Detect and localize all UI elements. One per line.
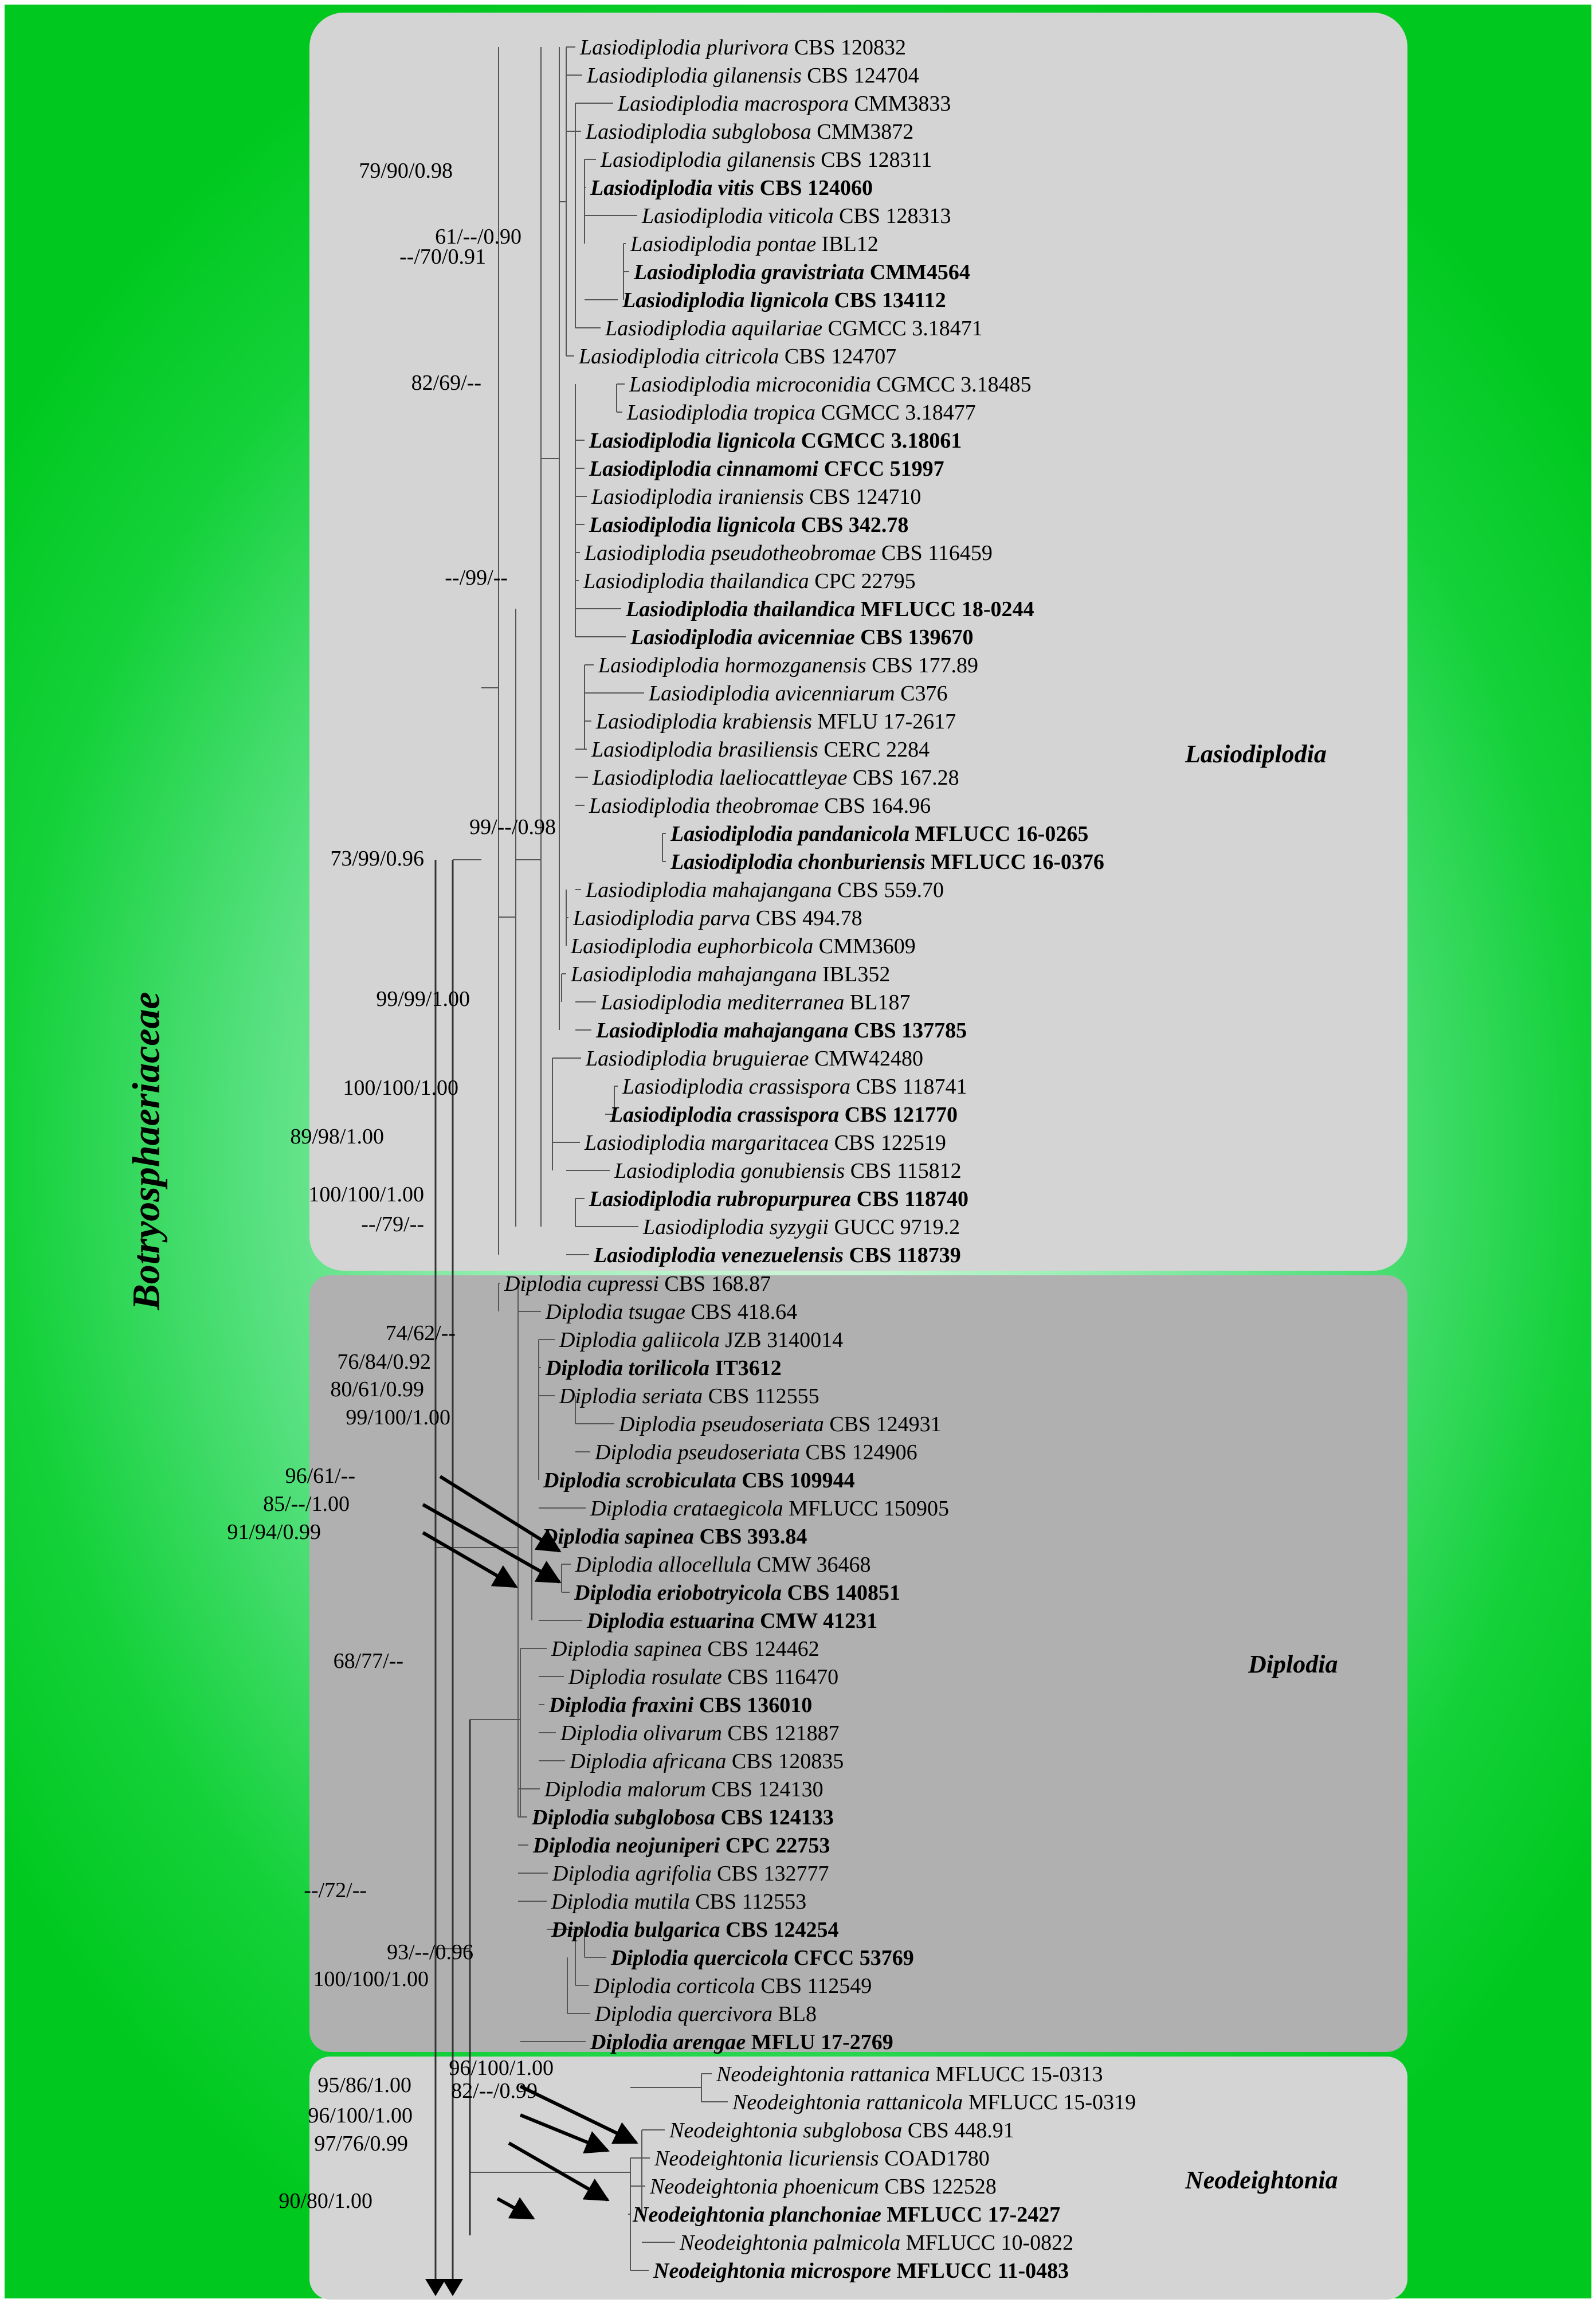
taxon-label: Diplodia estuarina CMW 41231 bbox=[587, 1609, 878, 1633]
support-value: 96/100/1.00 bbox=[308, 2104, 413, 2128]
taxon-label: Diplodia olivarum CBS 121887 bbox=[560, 1721, 840, 1745]
taxon-label: Diplodia galiicola JZB 3140014 bbox=[559, 1328, 844, 1352]
taxon-label: Diplodia crataegicola MFLUCC 150905 bbox=[590, 1497, 949, 1521]
taxon-label: Lasiodiplodia mahajangana IBL352 bbox=[571, 962, 891, 986]
clade-label-neodeightonia: Neodeightonia bbox=[1185, 2166, 1338, 2194]
taxon-labels bbox=[504, 36, 1136, 2283]
taxon-label: Lasiodiplodia plurivora CBS 120832 bbox=[580, 36, 907, 60]
taxon-label: Diplodia tsugae CBS 418.64 bbox=[546, 1300, 798, 1324]
taxon-label: Lasiodiplodia parva CBS 494.78 bbox=[573, 906, 862, 930]
support-value: 74/62/-- bbox=[385, 1321, 456, 1345]
support-value: 73/99/0.96 bbox=[330, 847, 424, 871]
taxon-label: Diplodia malorum CBS 124130 bbox=[544, 1777, 824, 1801]
taxon-label: Lasiodiplodia lignicola CBS 342.78 bbox=[589, 513, 909, 537]
support-value: 97/76/0.99 bbox=[314, 2132, 408, 2156]
support-value: 93/--/0.96 bbox=[387, 1940, 473, 1964]
taxon-label: Diplodia fraxini CBS 136010 bbox=[549, 1693, 813, 1717]
taxon-label: Lasiodiplodia mahajangana CBS 137785 bbox=[596, 1019, 967, 1043]
taxon-label: Diplodia quercivora BL8 bbox=[595, 2002, 817, 2026]
taxon-label: Diplodia scrobiculata CBS 109944 bbox=[543, 1468, 855, 1493]
taxon-label: Diplodia bulgarica CBS 124254 bbox=[551, 1918, 839, 1942]
taxon-label: Diplodia arengae MFLU 17-2769 bbox=[590, 2030, 893, 2054]
taxon-label: Lasiodiplodia gonubiensis CBS 115812 bbox=[614, 1159, 962, 1183]
taxon-label: Lasiodiplodia macrospora CMM3833 bbox=[618, 92, 951, 116]
taxon-label: Lasiodiplodia chonburiensis MFLUCC 16-0376 bbox=[670, 850, 1104, 874]
taxon-label: Lasiodiplodia laeliocattleyae CBS 167.28 bbox=[593, 766, 959, 790]
taxon-label: Diplodia seriata CBS 112555 bbox=[559, 1384, 819, 1408]
taxon-label: Neodeightonia microspore MFLUCC 11-0483 bbox=[653, 2259, 1069, 2283]
taxon-label: Lasiodiplodia pandanicola MFLUCC 16-0265 bbox=[670, 822, 1089, 846]
taxon-label: Lasiodiplodia euphorbicola CMM3609 bbox=[571, 934, 916, 958]
taxon-label: Neodeightonia planchoniae MFLUCC 17-2427 bbox=[633, 2203, 1061, 2227]
taxon-label: Lasiodiplodia hormozganensis CBS 177.89 bbox=[598, 653, 978, 677]
support-pointer-arrow bbox=[440, 1476, 559, 1551]
taxon-label: Lasiodiplodia crassispora CBS 121770 bbox=[610, 1103, 958, 1127]
taxon-label: Lasiodiplodia gilanensis CBS 124704 bbox=[587, 64, 919, 88]
taxon-label: Lasiodiplodia margaritacea CBS 122519 bbox=[585, 1131, 946, 1155]
support-value: 99/99/1.00 bbox=[376, 987, 470, 1011]
support-value: 79/90/0.98 bbox=[359, 159, 453, 183]
taxon-label: Lasiodiplodia tropica CGMCC 3.18477 bbox=[627, 401, 976, 425]
taxon-label: Lasiodiplodia avicenniae CBS 139670 bbox=[630, 625, 974, 649]
taxon-label: Diplodia eriobotryicola CBS 140851 bbox=[574, 1581, 900, 1605]
taxon-label: Lasiodiplodia lignicola CBS 134112 bbox=[622, 288, 946, 312]
support-value: 99/--/0.98 bbox=[469, 815, 556, 839]
taxon-label: Lasiodiplodia thailandica MFLUCC 18-0244 bbox=[626, 597, 1034, 621]
support-value: 100/100/1.00 bbox=[308, 1182, 424, 1207]
taxon-label: Diplodia pseudoseriata CBS 124906 bbox=[595, 1440, 917, 1464]
taxon-label: Diplodia corticola CBS 112549 bbox=[594, 1974, 872, 1998]
support-value: --/70/0.91 bbox=[399, 245, 486, 269]
taxon-label: Lasiodiplodia cinnamomi CFCC 51997 bbox=[589, 457, 944, 481]
taxon-label: Lasiodiplodia bruguierae CMW42480 bbox=[586, 1047, 924, 1071]
taxon-label: Diplodia neojuniperi CPC 22753 bbox=[533, 1834, 830, 1858]
support-pointer-arrow bbox=[520, 2086, 636, 2143]
support-value: 76/84/0.92 bbox=[337, 1350, 431, 1374]
taxon-label: Lasiodiplodia citricola CBS 124707 bbox=[579, 344, 897, 369]
taxon-label: Lasiodiplodia viticola CBS 128313 bbox=[642, 204, 951, 228]
continuation-arrow bbox=[425, 2279, 446, 2296]
taxon-label: Diplodia agrifolia CBS 132777 bbox=[552, 1862, 829, 1886]
clade-label-diplodia: Diplodia bbox=[1248, 1650, 1338, 1678]
support-value: 90/80/1.00 bbox=[279, 2189, 372, 2213]
taxon-label: Lasiodiplodia aquilariae CGMCC 3.18471 bbox=[605, 316, 983, 340]
support-value: 100/100/1.00 bbox=[313, 1967, 429, 1991]
taxon-label: Lasiodiplodia venezuelensis CBS 118739 bbox=[594, 1243, 961, 1267]
support-value: --/72/-- bbox=[304, 1878, 367, 1902]
support-value: 91/94/0.99 bbox=[227, 1520, 321, 1544]
taxon-label: Lasiodiplodia subglobosa CMM3872 bbox=[586, 120, 914, 144]
taxon-label: Lasiodiplodia avicenniarum C376 bbox=[649, 682, 948, 706]
taxon-label: Lasiodiplodia rubropurpurea CBS 118740 bbox=[589, 1187, 968, 1211]
taxon-label: Lasiodiplodia iraniensis CBS 124710 bbox=[591, 485, 921, 509]
taxon-label: Neodeightonia phoenicum CBS 122528 bbox=[650, 2175, 997, 2199]
support-labels bbox=[227, 159, 556, 2213]
taxon-label: Lasiodiplodia syzygii GUCC 9719.2 bbox=[643, 1215, 960, 1239]
support-value: 80/61/0.99 bbox=[330, 1377, 424, 1401]
support-pointer-arrow bbox=[497, 2199, 533, 2218]
continuation-arrow bbox=[442, 2279, 463, 2296]
taxon-label: Neodeightonia palmicola MFLUCC 10-0822 bbox=[680, 2231, 1074, 2255]
support-value: 95/86/1.00 bbox=[317, 2073, 411, 2097]
taxon-label: Neodeightonia rattanica MFLUCC 15-0313 bbox=[716, 2062, 1103, 2086]
taxon-label: Diplodia torilicola IT3612 bbox=[546, 1356, 782, 1380]
taxon-label: Diplodia cupressi CBS 168.87 bbox=[504, 1272, 771, 1296]
taxon-label: Neodeightonia subglobosa CBS 448.91 bbox=[669, 2118, 1014, 2143]
support-value: 96/61/-- bbox=[285, 1464, 355, 1488]
taxon-label: Lasiodiplodia lignicola CGMCC 3.18061 bbox=[589, 429, 962, 453]
taxon-label: Lasiodiplodia mahajangana CBS 559.70 bbox=[586, 878, 944, 902]
support-pointer-arrow bbox=[423, 1533, 516, 1587]
support-value: --/99/-- bbox=[445, 566, 508, 590]
taxon-label: Lasiodiplodia mediterranea BL187 bbox=[601, 990, 911, 1015]
support-value: 100/100/1.00 bbox=[343, 1076, 458, 1100]
support-value: 89/98/1.00 bbox=[290, 1125, 384, 1149]
taxon-label: Neodeightonia rattanicola MFLUCC 15-0319 bbox=[732, 2090, 1136, 2114]
taxon-label: Diplodia africana CBS 120835 bbox=[570, 1749, 844, 1773]
support-value: 85/--/1.00 bbox=[263, 1492, 350, 1516]
taxon-label: Lasiodiplodia gravistriata CMM4564 bbox=[634, 260, 970, 284]
taxon-label: Lasiodiplodia brasiliensis CERC 2284 bbox=[591, 738, 930, 762]
taxon-label: Lasiodiplodia pontae IBL12 bbox=[630, 232, 879, 256]
support-pointer-arrow bbox=[520, 2115, 607, 2151]
support-value: 82/69/-- bbox=[411, 371, 481, 395]
taxon-label: Neodeightonia licuriensis COAD1780 bbox=[654, 2147, 990, 2171]
taxon-label: Diplodia rosulate CBS 116470 bbox=[568, 1665, 839, 1689]
taxon-label: Diplodia quercicola CFCC 53769 bbox=[611, 1946, 914, 1970]
taxon-label: Lasiodiplodia microconidia CGMCC 3.18485 bbox=[629, 373, 1032, 397]
taxon-label: Diplodia pseudoseriata CBS 124931 bbox=[619, 1412, 942, 1436]
taxon-label: Diplodia allocellula CMW 36468 bbox=[575, 1553, 871, 1577]
taxon-label: Diplodia sapinea CBS 393.84 bbox=[542, 1525, 807, 1549]
taxon-label: Diplodia sapinea CBS 124462 bbox=[551, 1637, 819, 1661]
support-value: 68/77/-- bbox=[333, 1649, 403, 1673]
support-value: --/79/-- bbox=[361, 1212, 424, 1236]
taxon-label: Lasiodiplodia crassispora CBS 118741 bbox=[622, 1075, 967, 1099]
taxon-label: Lasiodiplodia gilanensis CBS 128311 bbox=[601, 148, 932, 172]
support-pointer-arrow bbox=[509, 2143, 607, 2200]
taxon-label: Lasiodiplodia vitis CBS 124060 bbox=[590, 176, 873, 200]
taxon-label: Diplodia subglobosa CBS 124133 bbox=[532, 1805, 834, 1830]
clade-label-lasiodiplodia: Lasiodiplodia bbox=[1185, 740, 1327, 768]
taxon-label: Lasiodiplodia krabiensis MFLU 17-2617 bbox=[596, 710, 956, 734]
taxon-label: Lasiodiplodia pseudotheobromae CBS 116459 bbox=[585, 541, 993, 565]
taxon-label: Diplodia mutila CBS 112553 bbox=[551, 1890, 807, 1914]
support-value: 82/--/0.99 bbox=[451, 2079, 538, 2103]
family-label: Botryosphaeriaceae bbox=[124, 992, 168, 1310]
taxon-label: Lasiodiplodia theobromae CBS 164.96 bbox=[589, 794, 931, 818]
support-value: 99/100/1.00 bbox=[346, 1405, 450, 1429]
support-value: 96/100/1.00 bbox=[449, 2056, 554, 2080]
taxon-label: Lasiodiplodia thailandica CPC 22795 bbox=[583, 569, 916, 593]
support-value: 61/--/0.90 bbox=[435, 225, 521, 249]
